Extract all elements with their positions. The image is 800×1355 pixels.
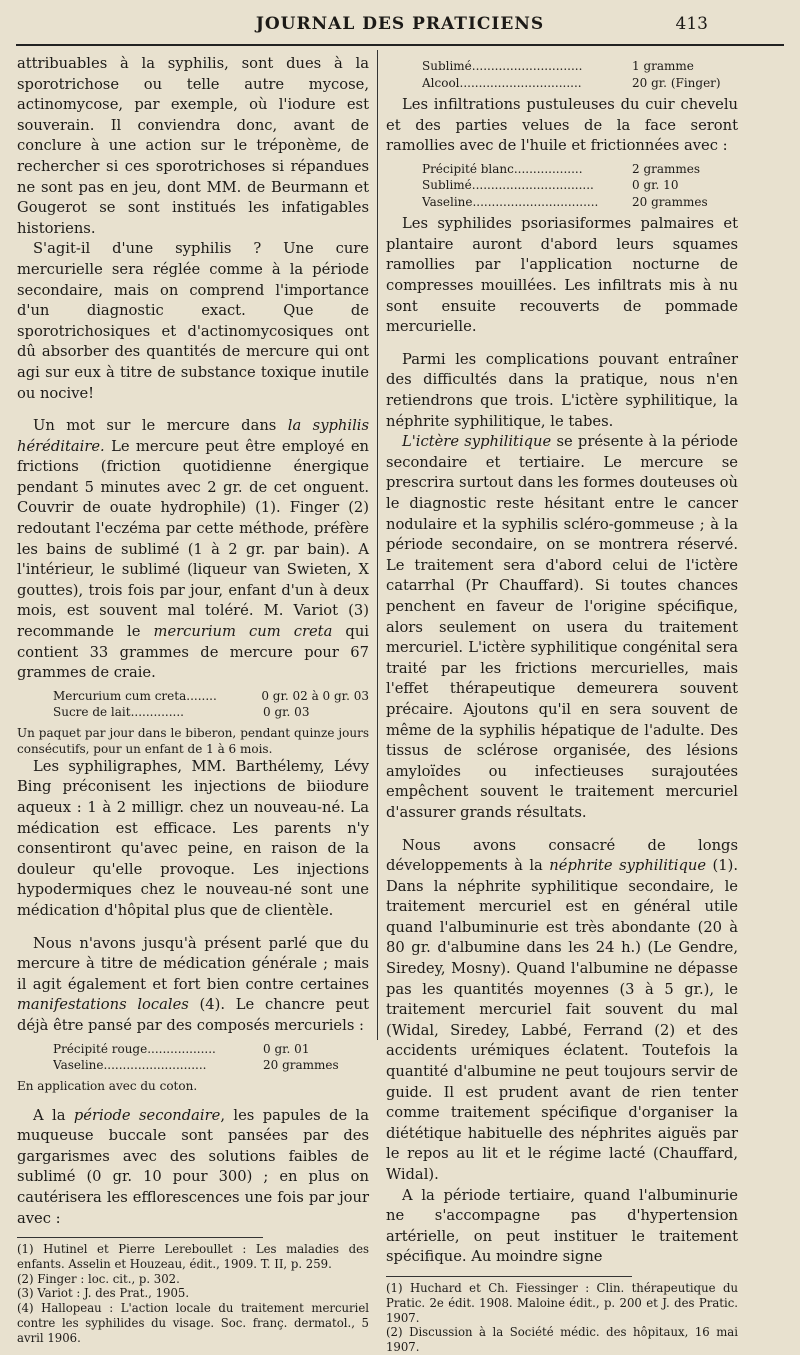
footnote: (2) Finger : loc. cit., p. 302. [17,1271,180,1286]
paragraph: Un mot sur le mercure dans la syphilis héréditaire. Le mercure peut être employé en frictions (friction quotidienne énergique pendant 5 minutes avec 2 gr. de cet onguent. Couvrir de ouate hydrophile) (1). Finger (2) redoutant l'eczéma par cette méthode, préfère les bains de sublimé (1 à 2 gr. par bain). A l'intérieur, le sublimé (liqueur van Swieten, X gouttes), trois fois par jour, enfant d'un à deux mois, est souvent mal toléré. M. Variot (3) recommande le mercurium cum creta qui contient 33 grammes de mercure pour 67 grammes de craie. [17,417,370,682]
paragraph: A la période tertiaire, quand l'albuminurie ne s'accompagne pas d'hypertension artérielle, on peut instituer le traitement spécifique. Au moindre signe [386,1186,738,1266]
formula-row: Précipité rouge.................. 0 gr. 01 [53,1041,310,1056]
footnote-rule [386,1276,632,1277]
formula-row: Mercurium cum creta........ 0 gr. 02 à 0 gr. 03 [53,688,369,703]
paragraph: A la période secondaire, les papules de la muqueuse buccale sont pansées par des gargarismes avec des solutions faibles de sublimé (0 gr. 10 pour 300) ; en plus on cautérisera les efflorescences une fois par jour avec : [17,1106,370,1227]
prescription-formula [422,58,738,91]
footnotes [386,1281,738,1355]
footnote: (1) Hutinel et Pierre Lereboullet : Les maladies des enfants. Asselin et Houzeau, édit., 1909. T. II, p. 259. [17,1242,369,1271]
formula-row: Précipité blanc.................. 2 grammes [422,161,701,176]
footnote: (1) Huchard et Ch. Fiessinger : Clin. thérapeutique du Pratic. 2e édit. 1908. Maloine édit., p. 200 et J. des Pratic. 1907. [386,1280,738,1325]
paragraph: Les syphilides psoriasiformes palmaires et plantaire auront d'abord leurs squames ramollies par l'application nocturne de compresses mouillées. Les infiltrats mis à nu sont ensuite recouverts de pommade mercurielle. [386,215,738,336]
page-header [0,12,800,40]
formula-row: Alcool................................ 20 gr. (Finger) [422,75,721,90]
prescription-formula [53,1041,369,1074]
header-rule [16,44,784,46]
paragraph: S'agit-il d'une syphilis ? Une cure mercurielle sera réglée comme à la période secondaire, mais on comprend l'importance d'un diagnostic exact. Que de sporotrichosiques et d'actinomycosiques ont dû absorber des quantités de mercure qui ont agi sur eux à titre de substance toxique inutile ou nocive! [17,240,369,402]
footnote: (3) Variot : J. des Prat., 1905. [17,1286,190,1301]
paragraph: Les infiltrations pustuleuses du cuir chevelu et des parties velues de la face seront ramollies avec de l'huile et frictionnées avec : [386,96,738,155]
formula-row: Sucre de lait.............. 0 gr. 03 [53,705,310,720]
paragraph: attribuables à la syphilis, sont dues à la sporotrichose ou telle autre mycose, actinomycose, par exemple, où l'iodure est souverain. Il conviendra donc, avant de conclure à une action sur le tréponème, de rechercher si ces sporotrichoses si répandues ne sont pas en jeu, dont MM. de Beurmann et Gougerot se sont institués les infatigables historiens. [17,55,369,237]
paragraph: Parmi les complications pouvant entraîner des difficultés dans la pratique, nous n'en retiendrons que trois. L'ictère syphilitique, la néphrite syphilitique, le tabes. [386,350,738,430]
page-number: 413 [675,14,708,34]
footnote: (2) Discussion à la Société médic. des hôpitaux, 16 mai 1907. [386,1325,738,1355]
paragraph: Nous avons consacré de longs développements à la néphrite syphilitique (1). Dans la néphrite syphilitique secondaire, le traitement mercuriel est en général utile quand l'albuminurie est très abondante (20 à 80 gr. d'albumine dans les 24 h.) (Le Gendre, Siredey, Mosny). Quand l'albumine ne dépasse pas les quantités moyennes (3 à 5 gr.), le traitement mercuriel fait souvent du mal (Widal, Siredey, Labbé, Ferrand (2) et des accidents urémiques éclatent. Toutefois la quantité d'albumine ne peut toujours servir de guide. Il est prudent avant de rien tenter comme traitement spécifique d'organiser la diététique habituelle des néphrites aiguës par le repos au lit et le régime lacté (Chauffard, Widal). [386,836,738,1183]
formula-row: Vaseline................................. 20 grammes [422,194,708,209]
prescription-note: Un paquet par jour dans le biberon, pendant quinze jours consécutifs, pour un enfant de 1 à 6 mois. [17,725,369,756]
right-column [386,58,738,1355]
footnotes [17,1242,369,1346]
paragraph: Les syphiligraphes, MM. Barthélemy, Lévy Bing préconisent les injections de biiodure aqueux : 1 à 2 milligr. chez un nouveau-né. La médication est efficace. Les parents n'y consentiront qu'avec peine, en raison de la douleur qu'elle provoque. Les injections hypodermiques chez le nouveau-né sont une médication d'hôpital plus que de clientèle. [17,757,369,919]
footnote: (4) Hallopeau : L'action locale du traitement mercuriel contre les syphilides du visage. Soc. franç. dermatol., 5 avril 1906. [17,1301,369,1345]
prescription-formula [422,161,738,211]
paragraph: Nous n'avons jusqu'à présent parlé que du mercure à titre de médication générale ; mais il agit également et fort bien contre certaines manifestations locales (4). Le chancre peut déjà être pansé par des composés mercuriels : [17,934,370,1034]
paragraph: L'ictère syphilitique se présente à la période secondaire et tertiaire. Le mercure se prescrira surtout dans les formes douteuses où le diagnostic reste hésitant entre le cancer nodulaire et la syphilis scléro-gommeuse ; à la période secondaire, on se montrera réservé. Le traitement sera d'abord celui de l'ictère catarrhal (Pr Chauffard). Si toutes chances penchent en faveur de l'origine spécifique, alors seulement on usera du traitement mercuriel. L'ictère syphilitique congénital sera traité par les frictions mercurielles, mais l'effet thérapeutique demeurera souvent précaire. Ajoutons qu'il en sera souvent de même de la syphilis hépatique de l'adulte. Des tissus de sclérose organisée, des lésions amyloïdes ou infectieuses surajoutées empêchent souvent le traitement mercuriel d'assurer grands résultats. [386,433,738,821]
column-divider [377,50,378,1040]
formula-row: Sublimé............................. 1 gramme [422,59,694,73]
left-column [17,54,369,1346]
formula-row: Sublimé................................ 0 gr. 10 [422,178,679,193]
prescription-formula [53,688,369,721]
prescription-note: En application avec du coton. [17,1078,198,1093]
running-title: JOURNAL DES PRATICIENS [255,14,545,34]
footnote-rule [17,1237,263,1238]
formula-row: Vaseline........................... 20 grammes [53,1058,339,1073]
